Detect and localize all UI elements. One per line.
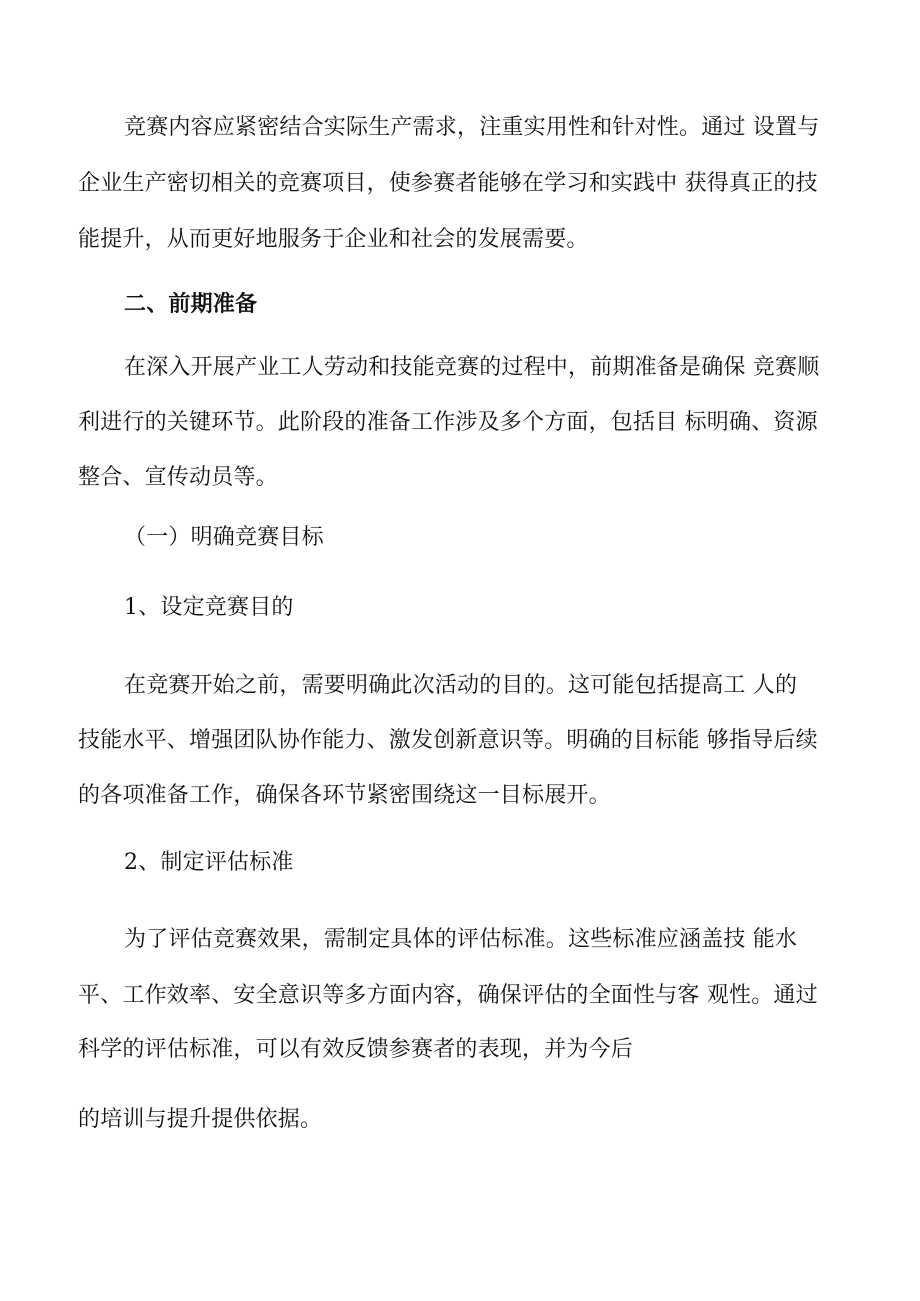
paragraph-line: 为了评估竞赛效果，需制定具体的评估标准。这些标准应涵盖技 能水	[124, 927, 798, 952]
section-heading: 二、前期准备	[124, 292, 258, 317]
paragraph-line: 能提升，从而更好地服务于企业和社会的发展需要。	[78, 227, 589, 252]
item-heading-2: 2、制定评估标准	[124, 850, 294, 875]
paragraph-line: 在竞赛开始之前，需要明确此次活动的目的。这可能包括提高工 人的	[124, 673, 798, 698]
paragraph-line: 的培训与提升提供依据。	[78, 1107, 323, 1132]
paragraph-line: 平、工作效率、安全意识等多方面内容，确保评估的全面性与客 观性。通过	[78, 983, 818, 1008]
paragraph-line: 竞赛内容应紧密结合实际生产需求，注重实用性和针对性。通过 设置与	[124, 115, 820, 140]
paragraph-line: 企业生产密切相关的竞赛项目，使参赛者能够在学习和实践中 获得真正的技	[78, 171, 818, 196]
paragraph-line: 技能水平、增强团队协作能力、激发创新意识等。明确的目标能 够指导后续	[78, 728, 818, 753]
item-heading-1: 1、设定竞赛目的	[124, 595, 294, 620]
paragraph-line: 整合、宣传动员等。	[78, 465, 278, 490]
paragraph-line: 的各项准备工作，确保各环节紧密围绕这一目标展开。	[78, 783, 611, 808]
paragraph-line: 利进行的关键环节。此阶段的准备工作涉及多个方面，包括目 标明确、资源	[78, 410, 818, 435]
subsection-heading: （一）明确竞赛目标	[124, 525, 324, 550]
paragraph-line: 科学的评估标准，可以有效反馈参赛者的表现，并为今后	[78, 1037, 634, 1062]
paragraph-line: 在深入开展产业工人劳动和技能竞赛的过程中，前期准备是确保 竞赛顺	[124, 355, 820, 380]
